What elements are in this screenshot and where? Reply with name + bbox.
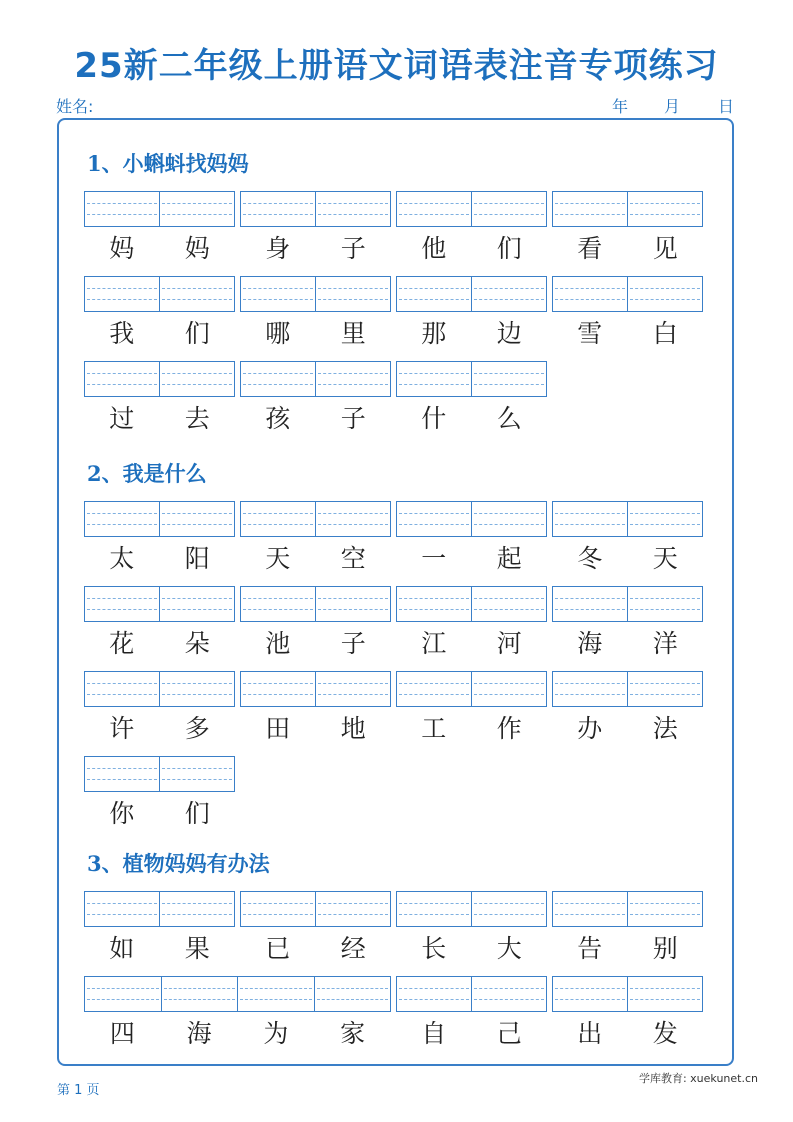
hanzi-char: 告: [577, 934, 603, 963]
pinyin-cell[interactable]: [553, 977, 627, 1011]
pinyin-cell[interactable]: [315, 362, 390, 396]
date-row: [0, 94, 793, 114]
pinyin-box: [552, 671, 703, 707]
hanzi-char: 天: [652, 544, 678, 573]
pinyin-box: [396, 191, 547, 227]
pinyin-cell[interactable]: [471, 587, 546, 621]
pinyin-cell[interactable]: [314, 977, 391, 1011]
hanzi-char: 法: [652, 714, 678, 743]
hanzi-char: 哪: [265, 319, 291, 348]
pinyin-cell[interactable]: [241, 277, 315, 311]
pinyin-cell[interactable]: [397, 277, 471, 311]
hanzi-char: 子: [340, 234, 366, 263]
pinyin-cell[interactable]: [237, 977, 314, 1011]
hanzi-char: 一: [421, 544, 447, 573]
section-title: 2、我是什么: [87, 461, 207, 486]
pinyin-cell[interactable]: [315, 587, 390, 621]
hanzi-char: 白: [652, 319, 678, 348]
pinyin-box: [396, 671, 547, 707]
hanzi-char: 子: [340, 404, 366, 433]
hanzi-char: 我: [109, 319, 135, 348]
hanzi-char: 海: [577, 629, 603, 658]
pinyin-cell[interactable]: [471, 277, 546, 311]
hanzi-char: 家: [340, 1019, 366, 1048]
hanzi-char: 己: [496, 1019, 522, 1048]
hanzi-char: 花: [109, 629, 135, 658]
pinyin-box: [552, 501, 703, 537]
pinyin-box: [240, 191, 391, 227]
pinyin-cell[interactable]: [397, 977, 471, 1011]
hanzi-char: 雪: [577, 319, 603, 348]
pinyin-cell[interactable]: [397, 892, 471, 926]
pinyin-cell[interactable]: [85, 277, 159, 311]
pinyin-box: [396, 976, 547, 1012]
pinyin-box: [84, 586, 235, 622]
pinyin-cell[interactable]: [315, 672, 390, 706]
pinyin-box: [240, 891, 391, 927]
pinyin-cell[interactable]: [627, 892, 702, 926]
pinyin-cell[interactable]: [397, 587, 471, 621]
pinyin-box: [552, 976, 703, 1012]
hanzi-char: 许: [109, 714, 135, 743]
hanzi-char: 大: [496, 934, 522, 963]
hanzi-char: 们: [184, 799, 210, 828]
pinyin-box: [396, 586, 547, 622]
hanzi-char: 妈: [109, 234, 135, 263]
pinyin-cell[interactable]: [159, 672, 234, 706]
pinyin-cell[interactable]: [241, 672, 315, 706]
pinyin-cell[interactable]: [553, 192, 627, 226]
pinyin-cell[interactable]: [159, 502, 234, 536]
pinyin-box: [84, 671, 235, 707]
name-label: 姓名:: [56, 97, 94, 116]
hanzi-char: 出: [577, 1019, 603, 1048]
hanzi-char: 别: [652, 934, 678, 963]
hanzi-char: 起: [496, 544, 522, 573]
footer-site: 学库教育: xuekunet.cn: [638, 1072, 758, 1085]
pinyin-cell[interactable]: [553, 892, 627, 926]
pinyin-box: [84, 756, 235, 792]
pinyin-cell[interactable]: [627, 672, 702, 706]
pinyin-box: [240, 501, 391, 537]
pinyin-box: [240, 671, 391, 707]
hanzi-char: 天: [265, 544, 291, 573]
pinyin-cell[interactable]: [85, 892, 159, 926]
pinyin-cell[interactable]: [85, 192, 159, 226]
hanzi-char: 什: [421, 404, 447, 433]
pinyin-cell[interactable]: [553, 672, 627, 706]
pinyin-cell[interactable]: [627, 587, 702, 621]
pinyin-box: [240, 586, 391, 622]
pinyin-cell[interactable]: [85, 502, 159, 536]
pinyin-cell[interactable]: [241, 892, 315, 926]
pinyin-cell[interactable]: [315, 502, 390, 536]
hanzi-char: 池: [265, 629, 291, 658]
hanzi-char: 海: [186, 1019, 212, 1048]
pinyin-box: [240, 276, 391, 312]
pinyin-box: [84, 891, 235, 927]
pinyin-cell[interactable]: [471, 192, 546, 226]
pinyin-cell[interactable]: [471, 977, 546, 1011]
pinyin-box: [396, 361, 547, 397]
pinyin-cell[interactable]: [159, 757, 234, 791]
hanzi-char: 他: [421, 234, 447, 263]
hanzi-char: 子: [340, 629, 366, 658]
hanzi-char: 长: [421, 934, 447, 963]
hanzi-char: 你: [109, 799, 135, 828]
pinyin-cell[interactable]: [161, 977, 238, 1011]
pinyin-cell[interactable]: [471, 892, 546, 926]
pinyin-cell[interactable]: [553, 502, 627, 536]
hanzi-char: 经: [340, 934, 366, 963]
pinyin-box: [84, 501, 235, 537]
pinyin-cell[interactable]: [241, 587, 315, 621]
pinyin-box: [552, 191, 703, 227]
hanzi-char: 太: [109, 544, 135, 573]
hanzi-char: 过: [109, 404, 135, 433]
hanzi-char: 孩: [265, 404, 291, 433]
hanzi-char: 们: [496, 234, 522, 263]
hanzi-char: 河: [496, 629, 522, 658]
pinyin-box: [84, 361, 235, 397]
pinyin-cell[interactable]: [553, 587, 627, 621]
hanzi-char: 如: [109, 934, 135, 963]
pinyin-box: [240, 361, 391, 397]
pinyin-cell[interactable]: [397, 672, 471, 706]
pinyin-cell[interactable]: [627, 192, 702, 226]
hanzi-char: 发: [652, 1019, 678, 1048]
hanzi-char: 冬: [577, 544, 603, 573]
hanzi-char: 作: [496, 714, 522, 743]
pinyin-cell[interactable]: [397, 192, 471, 226]
pinyin-cell[interactable]: [159, 362, 234, 396]
section-title: 1、小蝌蚪找妈妈: [87, 151, 249, 176]
pinyin-cell[interactable]: [241, 362, 315, 396]
pinyin-cell[interactable]: [627, 502, 702, 536]
hanzi-char: 么: [496, 404, 522, 433]
hanzi-char: 阳: [184, 544, 210, 573]
pinyin-cell[interactable]: [471, 502, 546, 536]
pinyin-box: [84, 191, 235, 227]
pinyin-cell[interactable]: [397, 362, 471, 396]
hanzi-char: 去: [184, 404, 210, 433]
pinyin-cell[interactable]: [315, 192, 390, 226]
pinyin-box: [396, 501, 547, 537]
hanzi-char: 田: [265, 714, 291, 743]
pinyin-box: [84, 276, 235, 312]
hanzi-char: 身: [265, 234, 291, 263]
pinyin-cell[interactable]: [241, 192, 315, 226]
pinyin-cell[interactable]: [85, 672, 159, 706]
pinyin-cell[interactable]: [627, 277, 702, 311]
day-label: 日: [718, 97, 735, 116]
year-label: 年: [612, 97, 629, 116]
pinyin-box: [396, 891, 547, 927]
pinyin-cell[interactable]: [159, 277, 234, 311]
hanzi-char: 洋: [652, 629, 678, 658]
pinyin-cell[interactable]: [627, 977, 702, 1011]
pinyin-cell[interactable]: [397, 502, 471, 536]
page-title: 25新二年级上册语文词语表注音专项练习: [74, 46, 719, 86]
pinyin-cell[interactable]: [471, 672, 546, 706]
month-label: 月: [664, 97, 681, 116]
hanzi-char: 那: [421, 319, 447, 348]
pinyin-box: [396, 276, 547, 312]
pinyin-box: [552, 891, 703, 927]
hanzi-char: 见: [652, 234, 678, 263]
pinyin-box: [84, 976, 391, 1012]
hanzi-char: 里: [340, 319, 366, 348]
pinyin-cell[interactable]: [159, 892, 234, 926]
pinyin-cell[interactable]: [241, 502, 315, 536]
pinyin-cell[interactable]: [315, 892, 390, 926]
pinyin-cell[interactable]: [553, 277, 627, 311]
hanzi-char: 江: [421, 629, 447, 658]
hanzi-char: 果: [184, 934, 210, 963]
hanzi-char: 朵: [184, 629, 210, 658]
hanzi-char: 妈: [184, 234, 210, 263]
pinyin-cell[interactable]: [315, 277, 390, 311]
hanzi-char: 已: [265, 934, 291, 963]
hanzi-char: 边: [496, 319, 522, 348]
pinyin-cell[interactable]: [159, 587, 234, 621]
pinyin-cell[interactable]: [85, 362, 159, 396]
hanzi-char: 自: [421, 1019, 447, 1048]
hanzi-char: 看: [577, 234, 603, 263]
pinyin-box: [552, 586, 703, 622]
pinyin-box: [552, 276, 703, 312]
pinyin-cell[interactable]: [85, 757, 159, 791]
hanzi-char: 地: [340, 714, 366, 743]
hanzi-char: 办: [577, 714, 603, 743]
hanzi-char: 多: [184, 714, 210, 743]
pinyin-cell[interactable]: [85, 977, 161, 1011]
hanzi-char: 空: [340, 544, 366, 573]
hanzi-char: 四: [109, 1019, 135, 1048]
page-number: 第 1 页: [57, 1083, 100, 1098]
hanzi-char: 们: [184, 319, 210, 348]
section-title: 3、植物妈妈有办法: [87, 851, 270, 876]
pinyin-cell[interactable]: [159, 192, 234, 226]
pinyin-cell[interactable]: [85, 587, 159, 621]
hanzi-char: 工: [421, 714, 447, 743]
hanzi-char: 为: [263, 1019, 289, 1048]
pinyin-cell[interactable]: [471, 362, 546, 396]
